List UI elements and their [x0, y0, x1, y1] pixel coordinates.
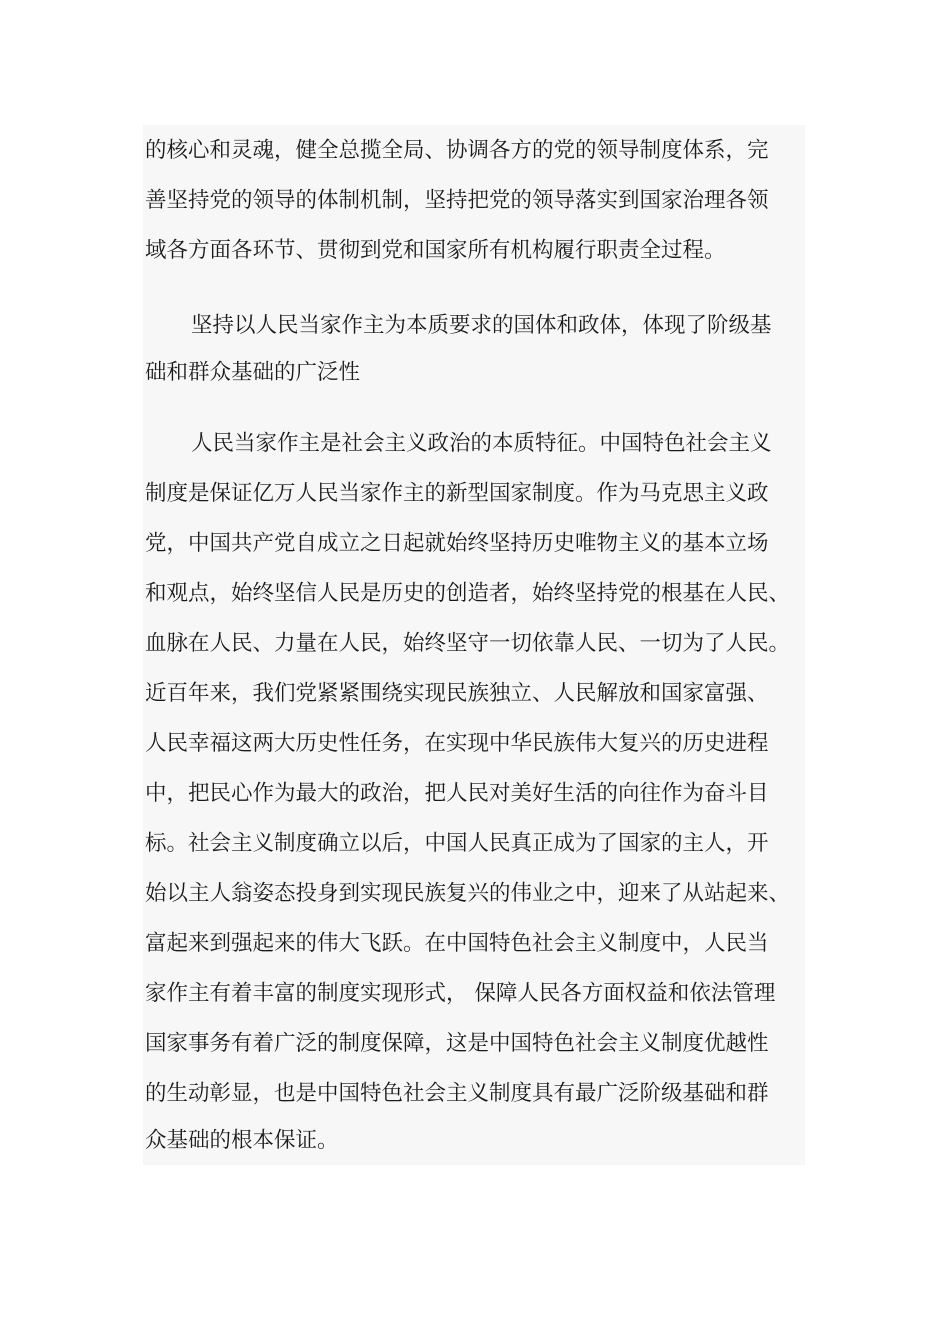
- section-heading-line: 础和群众基础的广泛性: [145, 360, 361, 385]
- paragraph-line: 国家事务有着广泛的制度保障，这是中国特色社会主义制度优越性: [145, 1031, 769, 1056]
- paragraph-line: 众基础的根本保证。: [145, 1128, 339, 1153]
- paragraph-line: 善坚持党的领导的体制机制，坚持把党的领导落实到国家治理各领: [145, 188, 769, 213]
- paragraph-line: 标。社会主义制度确立以后，中国人民真正成为了国家的主人，开: [145, 831, 769, 856]
- paragraph-line: 和观点，始终坚信人民是历史的创造者，始终坚持党的根基在人民、: [145, 581, 791, 606]
- paragraph-line: 近百年来，我们党紧紧围绕实现民族独立、人民解放和国家富强、: [145, 681, 769, 706]
- paragraph-line: 始以主人翁姿态投身到实现民族复兴的伟业之中，迎来了从站起来、: [145, 881, 791, 906]
- paragraph-line: 域各方面各环节、贯彻到党和国家所有机构履行职责全过程。: [145, 238, 726, 263]
- paragraph-line: 党，中国共产党自成立之日起就始终坚持历史唯物主义的基本立场: [145, 531, 769, 556]
- paragraph-line: 人民当家作主是社会主义政治的本质特征。中国特色社会主义: [191, 431, 772, 456]
- paragraph-line: 的生动彰显，也是中国特色社会主义制度具有最广泛阶级基础和群: [145, 1081, 769, 1106]
- paragraph-line: 人民幸福这两大历史性任务，在实现中华民族伟大复兴的历史进程: [145, 731, 769, 756]
- paragraph-line: 中，把民心作为最大的政治，把人民对美好生活的向往作为奋斗目: [145, 781, 769, 806]
- paragraph-line: 制度是保证亿万人民当家作主的新型国家制度。作为马克思主义政: [145, 481, 769, 506]
- paragraph-line: 的核心和灵魂，健全总揽全局、协调各方的党的领导制度体系，完: [145, 138, 769, 163]
- paragraph-line: 富起来到强起来的伟大飞跃。在中国特色社会主义制度中，人民当: [145, 931, 769, 956]
- text-body: [143, 125, 805, 1165]
- section-heading-line: 坚持以人民当家作主为本质要求的国体和政体，体现了阶级基: [191, 313, 772, 338]
- paragraph-line: 家作主有着丰富的制度实现形式， 保障人民各方面权益和依法管理: [145, 981, 776, 1006]
- paragraph-line: 血脉在人民、力量在人民，始终坚守一切依靠人民、一切为了人民。: [145, 631, 791, 656]
